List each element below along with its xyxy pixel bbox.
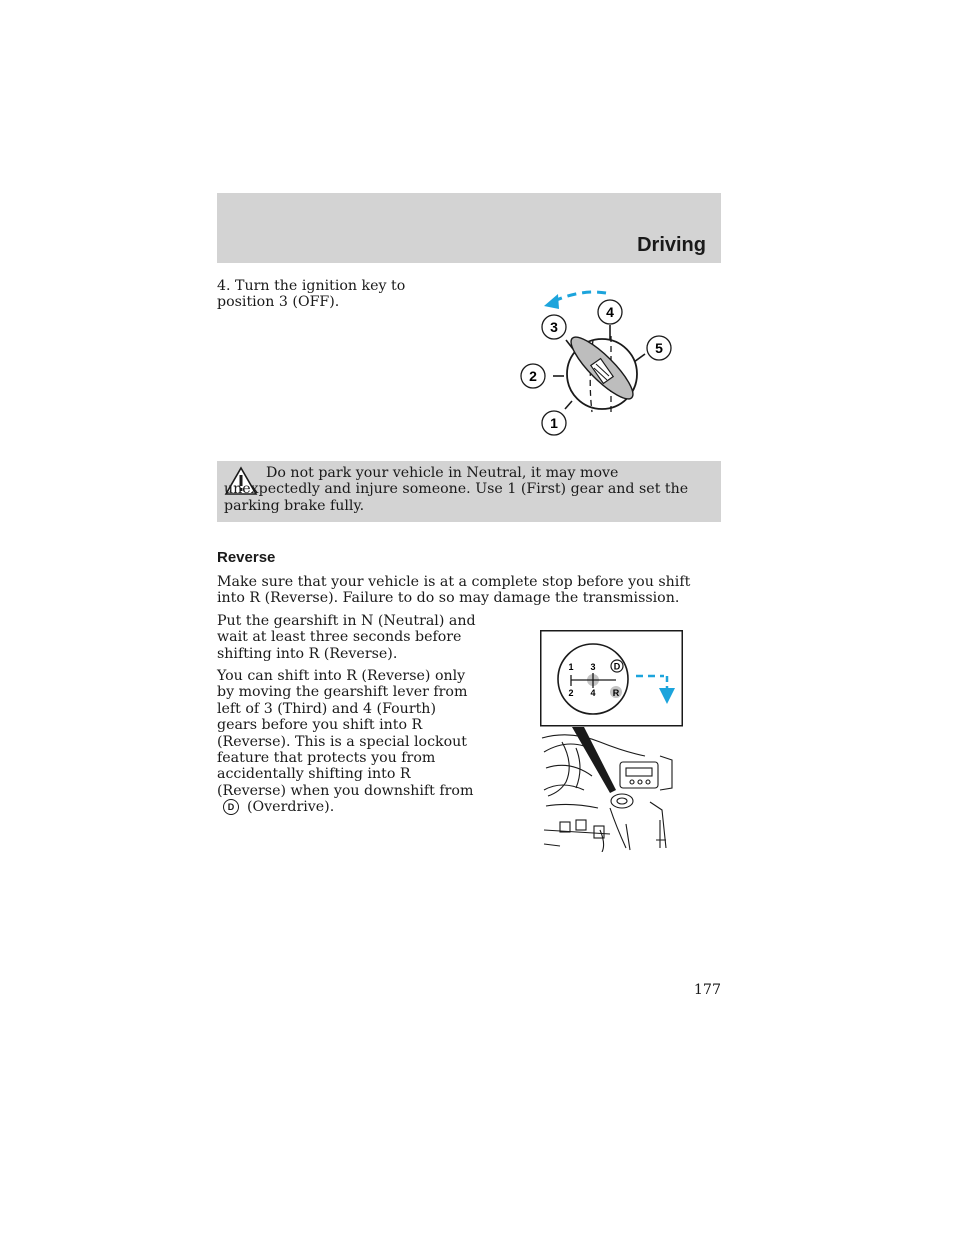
position-label-1: [542, 411, 566, 435]
step-instruction: 4. Turn the ignition key to position 3 (OFF).: [217, 278, 406, 311]
position-label-5: [647, 336, 671, 360]
reverse-paragraph-3-tail: (Overdrive).: [247, 799, 335, 816]
gear-label-d: D: [613, 661, 621, 672]
gear-label-r: R: [612, 688, 620, 698]
svg-text:5: 5: [655, 340, 663, 356]
svg-text:1: 1: [550, 415, 558, 431]
reverse-paragraph-3: [217, 668, 477, 816]
warning-text: Do not park your vehicle in Neutral, it may move unexpectedly and injure someone. Use 1 (First) gear and set the parking brake fully.: [224, 465, 689, 514]
turn-arrow-head: [544, 294, 559, 309]
position-label-4: [598, 300, 622, 324]
gear-label-3: 3: [590, 662, 596, 672]
header-band: [217, 193, 721, 263]
gearshift-diagram: [540, 630, 690, 852]
dashboard-sketch: [542, 735, 672, 852]
reverse-heading: Reverse: [217, 549, 276, 566]
gear-label-4: 4: [590, 688, 596, 698]
svg-text:2: 2: [529, 368, 537, 384]
section-title: Driving: [637, 234, 706, 256]
svg-text:3: 3: [550, 319, 558, 335]
overdrive-d-icon: D: [223, 799, 239, 815]
ignition-diagram: [512, 284, 692, 444]
warning-box: [217, 461, 721, 522]
page-number: 177: [693, 982, 721, 998]
gear-label-2: 2: [568, 688, 574, 698]
pointer-wedge: [572, 727, 616, 793]
reverse-paragraph-3-main: You can shift into R (Reverse) only by moving the gearshift lever from left of 3 (Third) and 4 (Fourth) gears before you shift into R (Reverse). This is a special lockout feature that protects you from accidentally shifting into R (Reverse) when you downshift from: [217, 668, 474, 799]
reverse-paragraph-1: Make sure that your vehicle is at a complete stop before you shift into R (Reverse). Failure to do so may damage the transmission.: [217, 574, 691, 607]
gear-label-1: 1: [568, 662, 574, 672]
svg-text:4: 4: [606, 304, 614, 320]
turn-arrow-path: [554, 292, 606, 301]
reverse-paragraph-2: Put the gearshift in N (Neutral) and wait at least three seconds before shifting into R (Reverse).: [217, 613, 476, 662]
position-label-3: [542, 315, 566, 339]
position-label-2: [521, 364, 545, 388]
